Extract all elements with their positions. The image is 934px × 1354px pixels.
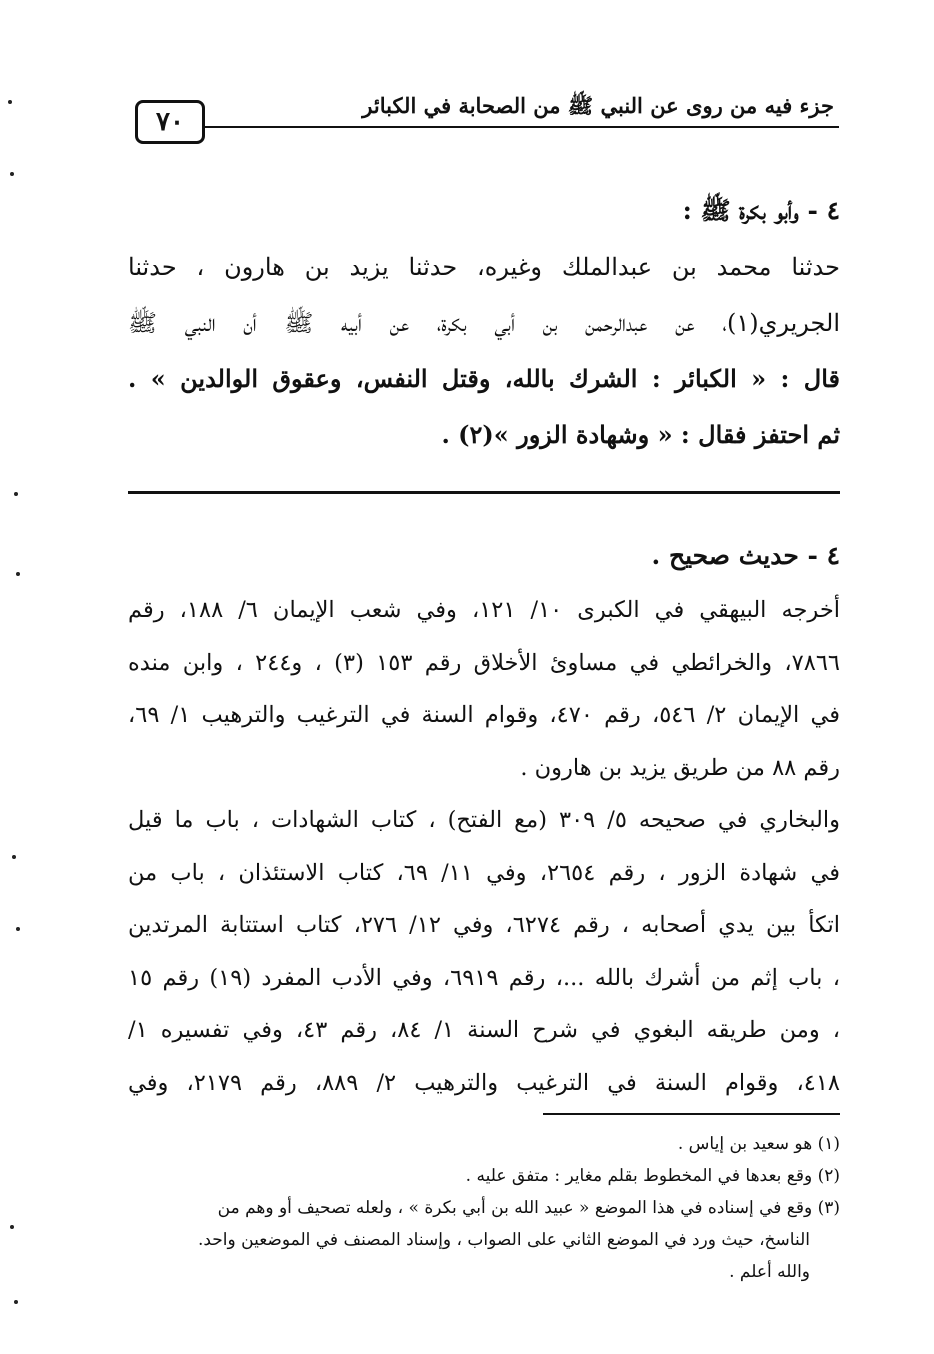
hadith-line-2: الجريري(١)، عن عبدالرحمن بن أبي بكرة، عن أبيه ﷺ أن النبي ﷺ [128, 309, 840, 337]
hadith-line-1: حدثنا محمد بن عبدالملك وغيره، حدثنا يزيد بن هارون ، حدثنا [128, 253, 840, 281]
hadith-line-4: ثم احتفز فقال : « وشهادة الزور »(٢) . [441, 420, 840, 449]
main-text [128, 183, 840, 463]
footnotes [128, 1128, 840, 1288]
commentary-line-10: ٤١٨، وقوام السنة في الترغيب والترهيب ٢/ ٨٨٩، رقم ٢١٧٩، وفي [128, 1069, 840, 1096]
footnote-3-line-2: الناسخ، حيث ورد في الموضع الثاني على الصواب ، وإسناد المصنف في الموضعين واحد. [197, 1230, 810, 1250]
commentary-line-3: في الإيمان ٢/ ٥٤٦، رقم ٤٧٠، وقوام السنة في الترغيب والترهيب ١/ ٦٩، [128, 702, 841, 728]
footnote-2: (٢) وقع بعدها في المخطوط بقلم مغاير : متفق عليه . [465, 1166, 840, 1186]
footnote-divider [543, 1113, 840, 1115]
scan-speck [14, 492, 18, 496]
scan-speck [16, 927, 20, 931]
scan-speck [10, 172, 14, 176]
commentary-line-7: اتكأ بين يدي أصحابه ، رقم ٦٢٧٤، وفي ١٢/ ٢٧٦، كتاب استتابة المرتدين [128, 912, 840, 938]
scan-speck [16, 572, 20, 576]
footnote-3-line-3: والله أعلم . [729, 1262, 810, 1282]
text-commentary-divider [128, 491, 840, 494]
running-header: جزء فيه من روى عن النبي ﷺ من الصحابة في الكبائر [362, 93, 834, 118]
scan-speck [12, 855, 16, 859]
scan-speck [10, 1225, 14, 1229]
commentary-line-5: والبخاري في صحيحه ٥/ ٣٠٩ (مع الفتح) ، كتاب الشهادات ، باب ما قيل [128, 807, 841, 833]
page-number-text: ٧٠ [156, 107, 184, 137]
scan-speck [14, 1300, 18, 1304]
hadith-line-3: قال : « الكبائر : الشرك بالله، وقتل النفس، وعقوق الوالدين » . [128, 364, 840, 393]
commentary [128, 528, 840, 1109]
commentary-line-2: ٧٨٦٦، والخرائطي في مساوئ الأخلاق رقم ١٥٣ (٣) ، و٢٤٤ ، وابن منده [128, 649, 840, 676]
commentary-line-9: ، ومن طريقه البغوي في شرح السنة ١/ ٨٤، رقم ٤٣، وفي تفسيره ١/ [128, 1017, 841, 1043]
commentary-line-6: في شهادة الزور ، رقم ٢٦٥٤، وفي ١١/ ٦٩، كتاب الاستئذان ، باب من [128, 859, 840, 886]
page-number [135, 100, 205, 144]
hadith-heading: ٤ - وأبو بكرة ﷺ : [682, 196, 840, 225]
commentary-line-8: ، باب إثم من أشرك بالله ...، رقم ٦٩١٩، وفي الأدب المفرد (١٩) رقم ١٥ [128, 964, 840, 991]
header-divider [205, 126, 839, 128]
scan-speck [8, 100, 12, 104]
commentary-line-1: أخرجه البيهقي في الكبرى ١٠/ ١٢١، وفي شعب الإيمان ٦/ ١٨٨، رقم [128, 597, 841, 623]
commentary-heading: ٤ - حديث صحيح . [651, 541, 840, 570]
footnote-3-line-1: (٣) وقع في إسناده في هذا الموضع « عبيد الله بن أبي بكرة » ، ولعله تصحيف أو وهم من [217, 1198, 840, 1218]
footnote-1: (١) هو سعيد بن إياس . [677, 1134, 840, 1154]
commentary-line-4: رقم ٨٨ من طريق يزيد بن هارون . [520, 754, 840, 781]
